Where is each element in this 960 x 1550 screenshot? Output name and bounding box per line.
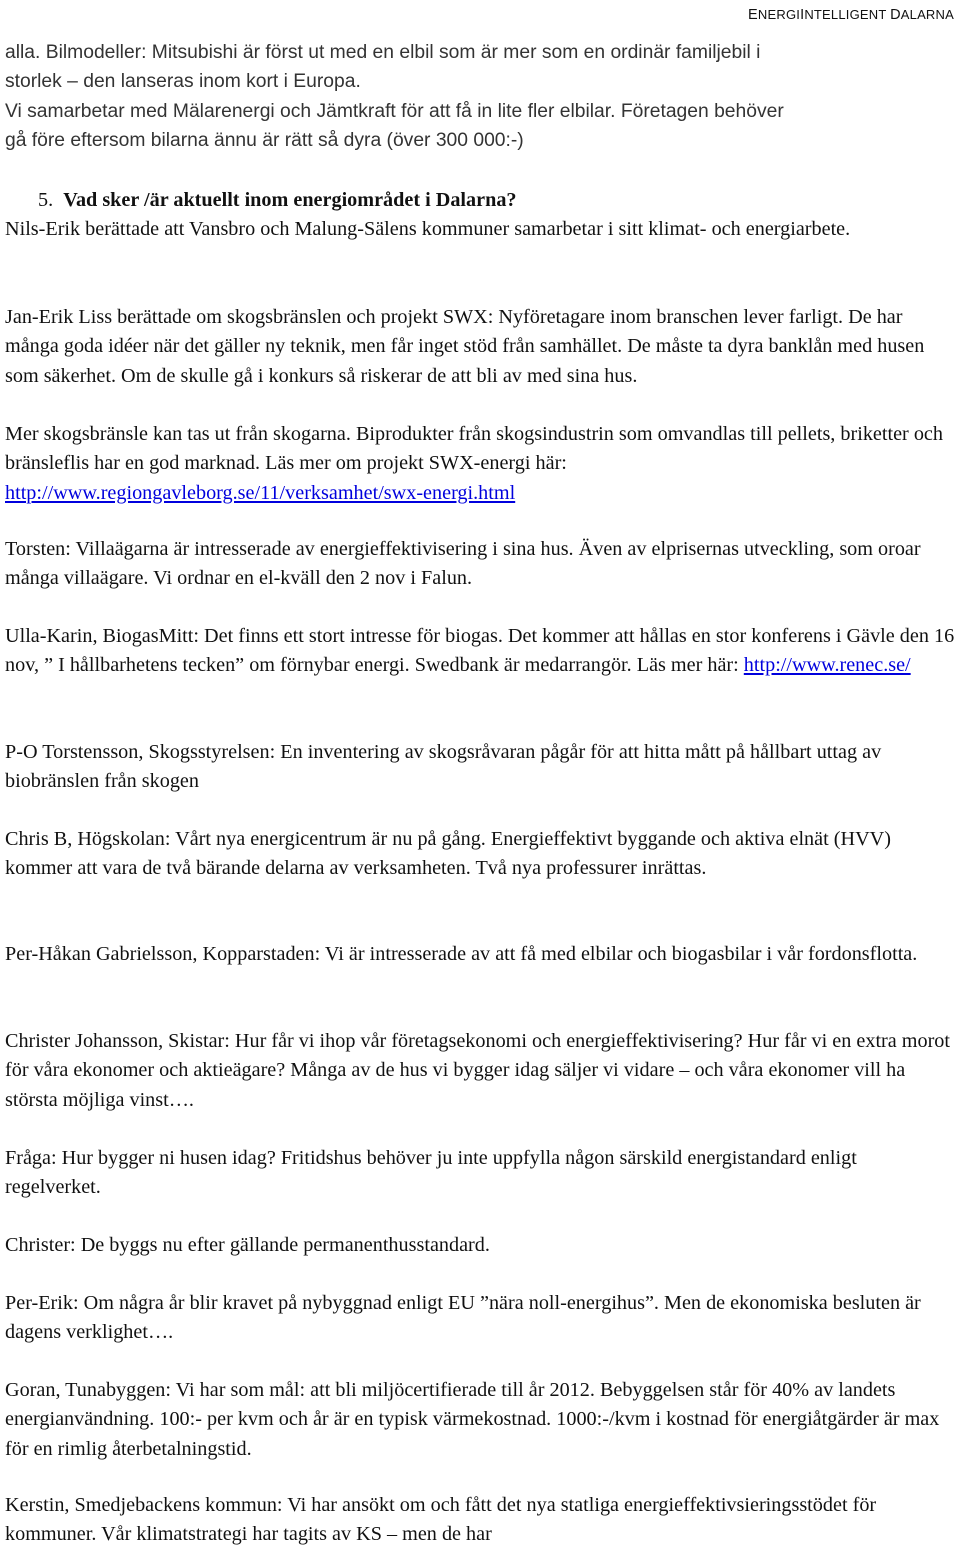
header-letter: D (890, 7, 901, 23)
intro-line: alla. Bilmodeller: Mitsubishi är först ut med en elbil som är mer som en ordinär familjebil i (5, 42, 761, 63)
section-number: 5. (38, 189, 54, 211)
paragraph-skogsbransle (5, 420, 955, 508)
section-heading (38, 186, 960, 215)
section-title: Vad sker /är aktuellt inom energiområdet i Dalarna? (63, 189, 517, 211)
paragraph-torsten: Torsten: Villaägarna är intresserade av energieffektivisering i sina hus. Även av elprisernas utveckling, som oroar många villaägare. Vi ordnar en el-kväll den 2 nov i Falun. (5, 538, 921, 590)
paragraph-per-hakan: Per-Håkan Gabrielsson, Kopparstaden: Vi är intresserade av att få med elbilar och biogasbilar i vår fordonsflotta. (5, 943, 918, 965)
paragraph-jan-erik: Jan-Erik Liss berättade om skogsbränslen och projekt SWX: Nyföretagare inom branschen lever farligt. De har många goda idéer när det gäller ny teknik, men får inget stöd från samhället. De måste ta dyra banklån med husen som säkerhet. Om de skulle gå i konkurs så riskerar de att bli av med sina hus. (5, 306, 925, 387)
paragraph-ulla-karin (5, 622, 955, 681)
paragraph-christer: Christer: De byggs nu efter gällande permanenthusstandard. (5, 1234, 490, 1256)
paragraph-nils-erik: Nils-Erik berättade att Vansbro och Malung-Sälens kommuner samarbetar i sitt klimat- och energiarbete. (5, 218, 851, 240)
header-letter: E (748, 7, 758, 23)
page-header (748, 0, 954, 30)
paragraph-goran: Goran, Tunabyggen: Vi har som mål: att bli miljöcertifierade till år 2012. Bebyggelsen står för 40% av landets energianvändning. 100:- per kvm och år är en typisk värmekostnad. 1000:-/kvm i kostnad för energiåtgärder är max för en rimlig återbetalningstid. (5, 1379, 940, 1460)
header-letter: I (800, 7, 805, 23)
paragraph-per-erik: Per-Erik: Om några år blir kravet på nybyggnad enligt EU ”nära noll-energihus”. Men de ekonomiska besluten är dagens verklighet…. (5, 1292, 921, 1344)
paragraph-text: Mer skogsbränsle kan tas ut från skogarna. Biprodukter från skogsindustrin som omvandlas till pellets, briketter och bränsleflis har en god marknad. Läs mer om projekt SWX-energi här: (5, 423, 943, 475)
header-text: NERGI (757, 7, 801, 22)
paragraph-chris: Chris B, Högskolan: Vårt nya energicentrum är nu på gång. Energieffektivt byggande och aktiva elnät (HVV) kommer att vara de två bärande delarna av verksamheten. Två nya professurer inrättas. (5, 828, 891, 880)
intro-line: Vi samarbetar med Mälarenergi och Jämtkraft för att få in lite fler elbilar. Företagen behöver (5, 100, 784, 122)
header-text: ALARNA (900, 7, 954, 22)
swx-energi-link[interactable]: http://www.regiongavleborg.se/11/verksamhet/swx-energi.html (5, 481, 516, 504)
paragraph-po-torstensson: P-O Torstensson, Skogsstyrelsen: En inventering av skogsråvaran pågår för att hitta mått på hållbart uttag av biobränslen från skogen (5, 741, 882, 793)
header-text: NTELLIGENT (804, 7, 887, 22)
intro-paragraph (5, 38, 955, 155)
paragraph-fraga: Fråga: Hur bygger ni husen idag? Fritidshus behöver ju inte uppfylla någon särskild energistandard enligt regelverket. (5, 1147, 857, 1199)
intro-line: storlek – den lanseras inom kort i Europa. (5, 71, 361, 93)
paragraph-christer-johansson: Christer Johansson, Skistar: Hur får vi ihop vår företagsekonomi och energieffektivisering? Hur får vi en extra morot för våra ekonomer och aktieägare? Många av de hus vi bygger idag säljer vi vidare – och våra ekonomer vill ha största möjliga vinst…. (5, 1030, 951, 1111)
paragraph-kerstin: Kerstin, Smedjebackens kommun: Vi har ansökt om och fått det nya statliga energieffektivsieringsstödet för kommuner. Vår klimatstrategi har tagits av KS – men de har (5, 1494, 877, 1546)
paragraph-text: Ulla-Karin, BiogasMitt: Det finns ett stort intresse för biogas. Det kommer att hållas en stor konferens i Gävle den 16 nov, ” I hållbarhetens tecken” om förnybar energi. Swedbank är medarrangör. Läs mer här: (5, 625, 955, 677)
renec-link[interactable]: http://www.renec.se/ (743, 654, 911, 677)
intro-line: gå före eftersom bilarna ännu är rätt så dyra (över 300 000:-) (5, 129, 524, 151)
